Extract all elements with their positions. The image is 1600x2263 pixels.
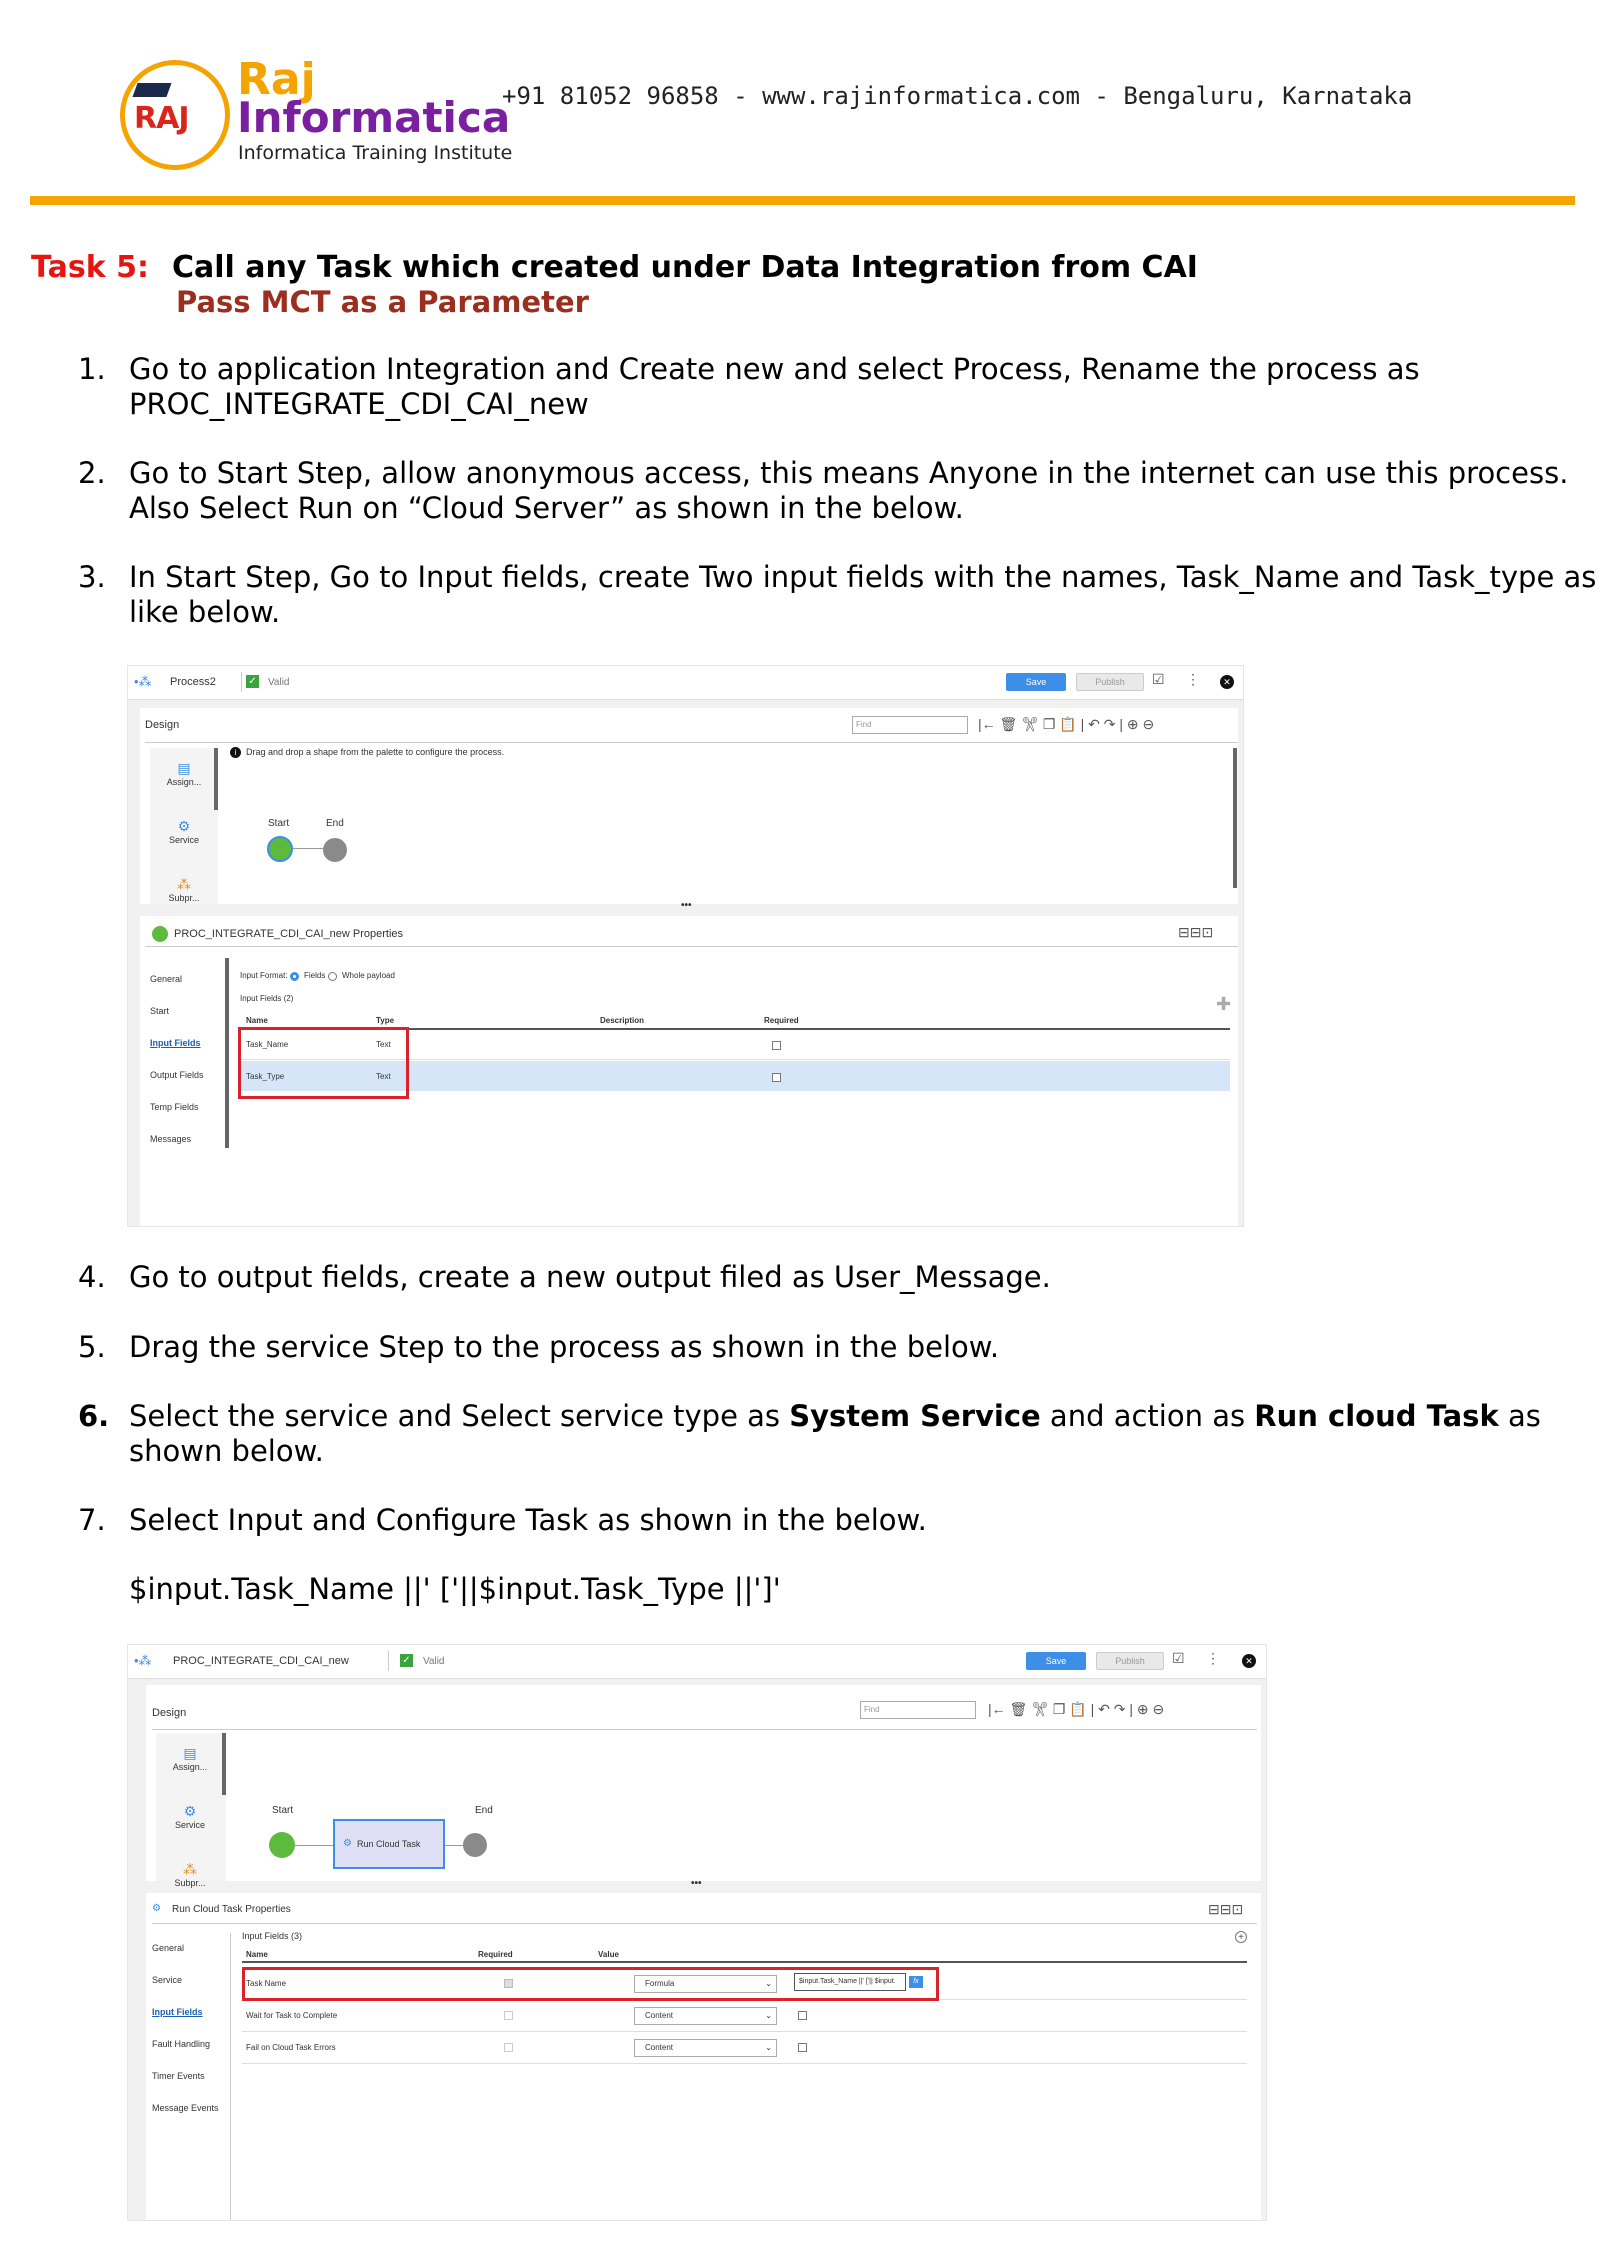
start-node[interactable] [267, 836, 293, 862]
layout-toggle-icons[interactable]: ⊟⊟⊡ [1208, 1901, 1244, 1917]
tab-input-fields[interactable]: Input Fields [150, 1038, 201, 1048]
info-icon: i [230, 747, 241, 758]
tab-messages[interactable]: Messages [150, 1134, 192, 1144]
tab-timer-events[interactable]: Timer Events [152, 2071, 205, 2081]
properties-panel [140, 916, 1238, 1226]
step-text: Drag the service Step to the process as shown in the below. [129, 1330, 1000, 1364]
value-type-select[interactable]: Content ⌄ [634, 2007, 777, 2025]
start-node-icon [152, 926, 168, 942]
canvas-hint: Drag and drop a shape from the palette to configure the process. [246, 747, 505, 757]
service-icon: ⚙ [152, 1903, 161, 1914]
field-type[interactable]: Text [376, 1072, 391, 1081]
end-label: End [326, 818, 344, 829]
more-menu-icon[interactable]: ⋮ [1186, 671, 1200, 687]
system-service-text: System Service [789, 1399, 1041, 1433]
start-label: Start [268, 818, 290, 829]
find-input[interactable]: Find [852, 716, 968, 734]
palette-service[interactable]: ⚙ Service [162, 1803, 218, 1830]
step-text: Select the service and Select service type as System Service and action as Run cloud Task as shown below. [129, 1399, 1541, 1468]
assign-icon: ▤ [177, 760, 191, 776]
tab-output-fields[interactable]: Output Fields [150, 1070, 204, 1080]
valid-check-icon: ✓ [246, 675, 259, 688]
step-number: 4. [78, 1260, 106, 1294]
radio-fields[interactable] [290, 972, 299, 981]
field-name[interactable]: Task_Type [246, 1072, 285, 1081]
brand-informatica: Informatica [237, 93, 511, 142]
chevron-down-icon: ⌄ [765, 2043, 772, 2052]
palette-scrollbar[interactable] [214, 748, 218, 810]
header-divider [30, 196, 1575, 205]
step-number: 3. [78, 560, 106, 594]
required-checkbox [504, 2043, 513, 2052]
tab-general[interactable]: General [150, 974, 183, 984]
step-number: 5. [78, 1330, 106, 1364]
field-name: Wait for Task to Complete [246, 2011, 338, 2020]
task-subtitle: Pass MCT as a Parameter [176, 285, 589, 319]
subprocess-icon: ⁂ [177, 876, 191, 892]
value-type-select[interactable]: Content ⌄ [634, 2039, 777, 2057]
task-title: Call any Task which created under Data Integration from CAI [172, 250, 1198, 285]
input-format-label: Input Format: [240, 971, 288, 980]
service-icon: ⚙ [183, 1803, 197, 1819]
more-menu-icon[interactable]: ⋮ [1206, 1650, 1220, 1666]
close-icon[interactable]: ✕ [1220, 675, 1234, 689]
formula-input[interactable]: $input.Task_Name ||' ['|| $input. [794, 1973, 906, 1991]
screenshot-input-fields [127, 665, 1244, 1227]
value-type-select[interactable]: Formula ⌄ [634, 1975, 777, 1993]
col-required: Required [764, 1016, 799, 1025]
palette-subprocess[interactable]: ⁂ Subpr... [156, 876, 212, 903]
step-text: Go to Start Step, allow anonymous access, this means Anyone in the internet can use this process. Also Select Run on “Cloud Server” as shown in the below. [129, 456, 1569, 525]
palette-assign[interactable]: ▤ Assign... [156, 760, 212, 787]
value-checkbox[interactable] [798, 2011, 807, 2020]
save-button[interactable]: Save [1006, 673, 1066, 691]
design-heading: Design [152, 1707, 187, 1719]
value-checkbox[interactable] [798, 2043, 807, 2052]
tab-fault-handling[interactable]: Fault Handling [152, 2039, 211, 2049]
service-icon: ⚙ [343, 1838, 352, 1849]
contact-info: +91 81052 96858 - www.rajinformatica.com - Bengaluru, Karnataka [502, 82, 1413, 110]
step-number: 6. [78, 1399, 110, 1433]
process-icon: •⁂ [134, 674, 152, 689]
required-checkbox[interactable] [772, 1041, 781, 1050]
run-cloud-task-node[interactable] [333, 1819, 445, 1869]
process-toolbar [128, 666, 1243, 700]
logo-text: RAJ [134, 101, 189, 136]
valid-check-icon: ✓ [400, 1654, 413, 1667]
step-text: Go to output fields, create a new output filed as User_Message. [129, 1260, 1051, 1294]
field-name: Fail on Cloud Task Errors [246, 2043, 336, 2052]
end-label: End [475, 1805, 493, 1816]
tabs-scrollbar[interactable] [225, 958, 229, 1148]
start-label: Start [272, 1805, 294, 1816]
add-field-icon[interactable]: ✚ [1216, 994, 1232, 1014]
service-node-label: Run Cloud Task [357, 1839, 421, 1849]
step-2 [78, 456, 1569, 528]
process-name[interactable]: Process2 [170, 676, 216, 688]
subprocess-icon: ⁂ [183, 1861, 197, 1877]
step-4 [78, 1260, 1558, 1300]
tab-message-events[interactable]: Message Events [152, 2103, 219, 2113]
tab-general[interactable]: General [152, 1943, 185, 1953]
step-number: 7. [78, 1503, 106, 1537]
col-description: Description [600, 1016, 645, 1025]
step-text: Select Input and Configure Task as shown in the below. [129, 1503, 927, 1537]
input-fields-count: Input Fields (2) [240, 994, 294, 1003]
save-button[interactable]: Save [1026, 1652, 1086, 1670]
properties-panel [146, 1893, 1261, 2220]
toolbar-icons[interactable]: |← 🗑 ✂ ❐ 📋 | ↶ ↷ | ⊕ ⊖ [978, 716, 1155, 732]
palette [150, 748, 218, 904]
find-input[interactable]: Find [860, 1701, 976, 1719]
palette [156, 1733, 226, 1888]
start-node[interactable] [269, 1832, 295, 1858]
valid-label: Valid [423, 1656, 445, 1667]
run-cloud-task-text: Run cloud Task [1254, 1399, 1499, 1433]
chevron-down-icon: ⌄ [765, 2011, 772, 2020]
tab-input-fields[interactable]: Input Fields [152, 2007, 203, 2017]
col-name: Name [246, 1016, 268, 1025]
end-node[interactable] [323, 838, 347, 862]
screenshot-run-cloud-task [127, 1644, 1267, 2221]
publish-button[interactable]: Publish [1096, 1652, 1164, 1670]
chevron-down-icon: ⌄ [765, 1979, 772, 1988]
field-name[interactable]: Task_Name [246, 1040, 289, 1049]
step-1 [78, 352, 1558, 424]
step-text: In Start Step, Go to Input fields, create Two input fields with the names, Task_Name and Task_type as like below. [129, 560, 1597, 629]
layout-toggle-icons[interactable]: ⊟⊟⊡ [1178, 924, 1214, 940]
step-6 [78, 1399, 1558, 1471]
logo-emblem [120, 60, 230, 170]
validate-icon[interactable]: ☑ [1152, 671, 1165, 687]
palette-subprocess[interactable]: ⁂ Subpr... [162, 1861, 218, 1888]
assign-icon: ▤ [183, 1745, 197, 1761]
flow-arrow [293, 848, 323, 849]
fx-icon[interactable]: fx [909, 1976, 923, 1988]
highlight-box [238, 1027, 409, 1099]
graduation-cap-icon [132, 83, 171, 97]
canvas-scrollbar[interactable] [1233, 748, 1237, 888]
radio-fields-label: Fields [304, 971, 326, 980]
tab-temp-fields[interactable]: Temp Fields [150, 1102, 199, 1112]
properties-title: Run Cloud Task Properties [172, 1904, 291, 1915]
add-field-icon[interactable]: + [1235, 1931, 1247, 1943]
service-icon: ⚙ [177, 818, 191, 834]
field-name: Task Name [246, 1979, 287, 1988]
flow-arrow [445, 1845, 463, 1846]
flow-arrow [295, 1845, 333, 1846]
radio-whole-payload[interactable] [328, 972, 337, 981]
toolbar-icons[interactable]: |← 🗑 ✂ ❐ 📋 | ↶ ↷ | ⊕ ⊖ [988, 1701, 1165, 1717]
close-icon[interactable]: ✕ [1242, 1654, 1256, 1668]
brand-raj: Raj [237, 54, 316, 105]
col-name: Name [246, 1950, 268, 1959]
splitter-handle[interactable]: ••• [691, 1878, 702, 1889]
design-heading: Design [145, 719, 180, 731]
process-icon: •⁂ [134, 1653, 152, 1668]
tab-start[interactable]: Start [150, 1006, 170, 1016]
formula-expression: $input.Task_Name ||' ['||$input.Task_Type ||']' [129, 1572, 781, 1606]
task-label: Task 5: [31, 250, 149, 285]
col-required: Required [478, 1950, 513, 1959]
process-name[interactable]: PROC_INTEGRATE_CDI_CAI_new [173, 1655, 349, 1667]
valid-label: Valid [268, 677, 290, 688]
process-toolbar [128, 1645, 1266, 1679]
step-7 [78, 1503, 1558, 1543]
palette-scrollbar[interactable] [222, 1733, 226, 1795]
required-checkbox[interactable] [772, 1073, 781, 1082]
brand-tagline: Informatica Training Institute [238, 142, 513, 164]
required-checkbox [504, 2011, 513, 2020]
col-type: Type [376, 1016, 395, 1025]
design-panel [146, 1685, 1261, 1888]
col-value: Value [598, 1950, 619, 1959]
palette-service[interactable]: ⚙ Service [156, 818, 212, 845]
tab-service[interactable]: Service [152, 1975, 183, 1985]
step-text: Go to application Integration and Create new and select Process, Rename the process as PROC_INTEGRATE_CDI_CAI_new [129, 352, 1420, 421]
step-number: 1. [78, 352, 106, 386]
highlight-box [242, 1967, 939, 2001]
radio-whole-payload-label: Whole payload [342, 971, 395, 980]
step-3 [78, 560, 1597, 632]
palette-assign[interactable]: ▤ Assign... [162, 1745, 218, 1772]
field-type[interactable]: Text [376, 1040, 391, 1049]
input-fields-count: Input Fields (3) [242, 1931, 303, 1941]
step-5 [78, 1330, 1558, 1370]
end-node[interactable] [463, 1833, 487, 1857]
validate-icon[interactable]: ☑ [1172, 1650, 1185, 1666]
splitter-handle[interactable]: ••• [681, 900, 692, 911]
publish-button[interactable]: Publish [1076, 673, 1144, 691]
design-panel [140, 708, 1238, 904]
properties-title: PROC_INTEGRATE_CDI_CAI_new Properties [174, 928, 404, 940]
step-number: 2. [78, 456, 106, 490]
